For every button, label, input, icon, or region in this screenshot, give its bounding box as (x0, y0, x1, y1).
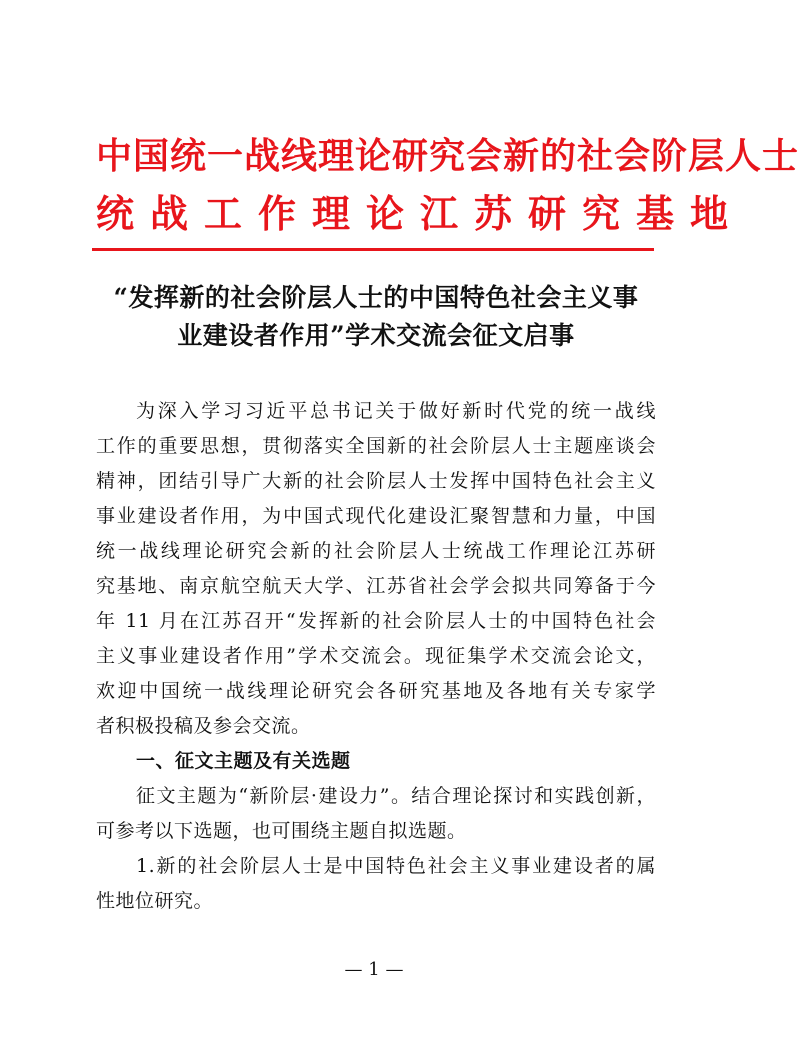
document-title-line-1: “发挥新的社会阶层人士的中国特色社会主义事 (113, 283, 639, 312)
body-line: 1.新的社会阶层人士是中国特色社会主义事业建设者的属 (136, 855, 656, 877)
red-header-line-1: 中国统一战线理论研究会新的社会阶层人士 (96, 135, 799, 177)
red-divider-rule (92, 248, 654, 251)
body-line: 事业建设者作用，为中国式现代化建设汇聚智慧和力量，中国 (96, 505, 656, 527)
red-header-line-2: 统战工作理论江苏研究基地 (96, 191, 745, 236)
body-line: 工作的重要思想，贯彻落实全国新的社会阶层人士主题座谈会 (96, 435, 656, 457)
section-heading: 一、征文主题及有关选题 (136, 750, 351, 772)
body-line: 者积极投稿及参会交流。 (96, 715, 311, 737)
body-line: 统一战线理论研究会新的社会阶层人士统战工作理论江苏研 (96, 540, 656, 562)
body-line: 为深入学习习近平总书记关于做好新时代党的统一战线 (136, 400, 656, 422)
document-body (96, 394, 656, 919)
body-line: 性地位研究。 (96, 890, 214, 912)
body-line: 精神，团结引导广大新的社会阶层人士发挥中国特色社会主义 (96, 470, 656, 492)
body-line: 主义事业建设者作用”学术交流会。现征集学术交流会论文， (96, 645, 656, 667)
document-title-line-2: 业建设者作用”学术交流会征文启事 (177, 321, 575, 350)
page-number: — 1 — (344, 959, 404, 980)
body-line: 可参考以下选题，也可围绕主题自拟选题。 (96, 820, 467, 842)
body-line: 征文主题为“新阶层·建设力”。结合理论探讨和实践创新， (136, 785, 656, 807)
body-line: 欢迎中国统一战线理论研究会各研究基地及各地有关专家学 (96, 680, 656, 702)
body-line: 究基地、南京航空航天大学、江苏省社会学会拟共同筹备于今 (96, 575, 656, 597)
body-line: 年 11 月在江苏召开“发挥新的社会阶层人士的中国特色社会 (96, 610, 656, 632)
